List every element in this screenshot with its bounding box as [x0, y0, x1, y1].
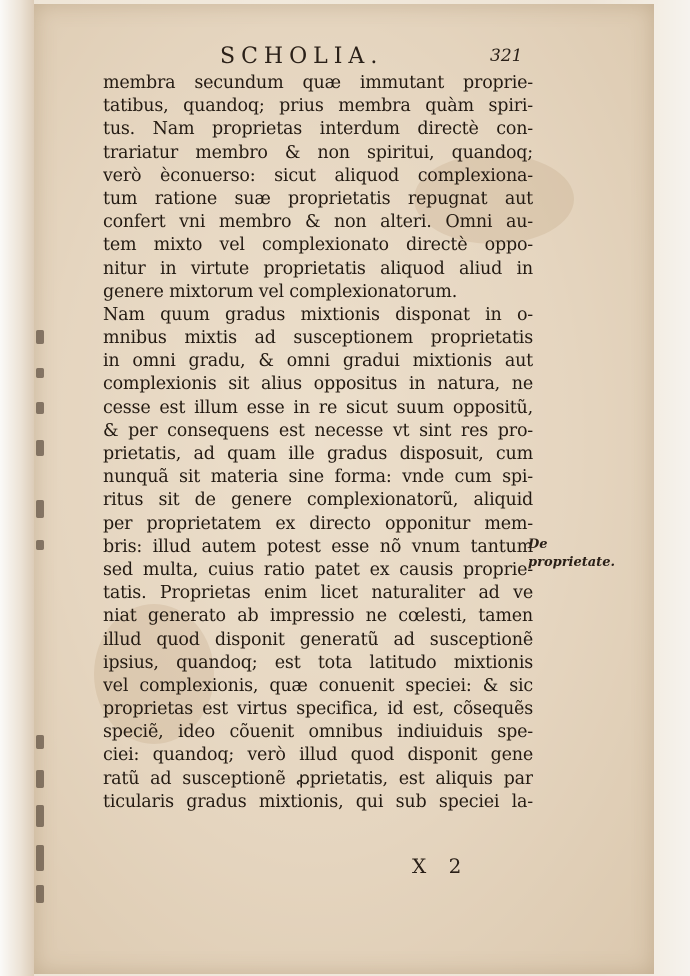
text-line: genere mixtorum vel complexionatorum.	[103, 281, 458, 302]
text-line: & per consequens est necesse vt sint res pro-	[103, 420, 533, 441]
margin-note: De proprietate.	[528, 537, 615, 570]
bleed-through-mark	[36, 330, 44, 344]
text-line: membra secundum quæ immutant proprie-	[103, 73, 533, 93]
bleed-through-mark	[36, 500, 44, 518]
text-line: tus. Nam proprietas interdum directè con-	[103, 119, 533, 140]
body-text	[103, 72, 533, 814]
text-line: niat generato ab impressio ne cœlesti, tamen	[103, 606, 533, 627]
page-number: 321	[490, 46, 523, 66]
text-line: nitur in virtute proprietatis aliquod aliud in	[103, 258, 533, 279]
text-line: confert vni membro & non alteri. Omni au-	[103, 212, 533, 233]
bleed-through-mark	[36, 368, 44, 378]
text-line: tem mixto vel complexionato directè oppo-	[103, 235, 533, 256]
text-line: proprietas est virtus specifica, id est, cõsequẽs	[103, 699, 533, 720]
text-line: complexionis sit alius oppositus in natura, ne	[103, 374, 533, 395]
text-line: per proprietatem ex directo opponitur mem-	[103, 513, 533, 534]
text-line: illud quod disponit generatũ ad susceptionẽ	[103, 629, 533, 650]
text-line: bris: illud autem potest esse nõ vnum tantum	[103, 536, 533, 557]
text-line: trariatur membro & non spiritui, quandoq;	[103, 142, 533, 163]
bleed-through-mark	[36, 845, 44, 871]
text-line: in omni gradu, & omni gradui mixtionis aut	[103, 351, 533, 372]
text-line: mnibus mixtis ad susceptionem proprietatis	[103, 328, 533, 349]
running-head: SCHOLIA.	[220, 44, 384, 69]
text-line: speciẽ, ideo cõuenit omnibus indiuiduis spe-	[103, 722, 533, 743]
bleed-through-mark	[36, 885, 44, 903]
bleed-through-mark	[36, 540, 44, 550]
text-line: ratũ ad susceptionẽ ꝓprietatis, est aliquis par	[103, 768, 533, 789]
text-line: sed multa, cuius ratio patet ex causis proprie-	[103, 559, 533, 580]
text-line: tatibus, quandoq; prius membra quàm spiri-	[103, 96, 533, 117]
text-line: tum ratione suæ proprietatis repugnat aut	[103, 188, 533, 209]
text-line: tatis. Proprietas enim licet naturaliter ad ve	[103, 583, 533, 604]
bleed-through-mark	[36, 402, 44, 414]
text-line: ticularis gradus mixtionis, qui sub speciei la-	[103, 791, 533, 812]
bleed-through-mark	[36, 440, 44, 456]
text-line: prietatis, ad quam ille gradus disposuit, cum	[103, 444, 533, 464]
text-line: cesse est illum esse in re sicut suum oppositũ,	[103, 397, 533, 418]
page-gutter	[0, 0, 34, 976]
text-line: ritus sit de genere complexionatorũ, aliquid	[103, 490, 533, 511]
signature-mark: X 2	[412, 854, 470, 878]
text-line: verò èconuerso: sicut aliquod complexiona-	[103, 165, 533, 186]
bleed-through-mark	[36, 805, 44, 827]
bleed-through-mark	[36, 770, 44, 788]
text-line: nunquã sit materia sine forma: vnde cum spi-	[103, 467, 533, 488]
text-line: ipsius, quandoq; est tota latitudo mixtionis	[103, 652, 533, 673]
text-line: vel complexionis, quæ conuenit speciei: & sic	[103, 675, 533, 696]
text-line: Nam quum gradus mixtionis disponat in o-	[103, 304, 533, 325]
bleed-through-mark	[36, 735, 44, 749]
text-line: ciei: quandoq; verò illud quod disponit gene	[103, 745, 533, 766]
